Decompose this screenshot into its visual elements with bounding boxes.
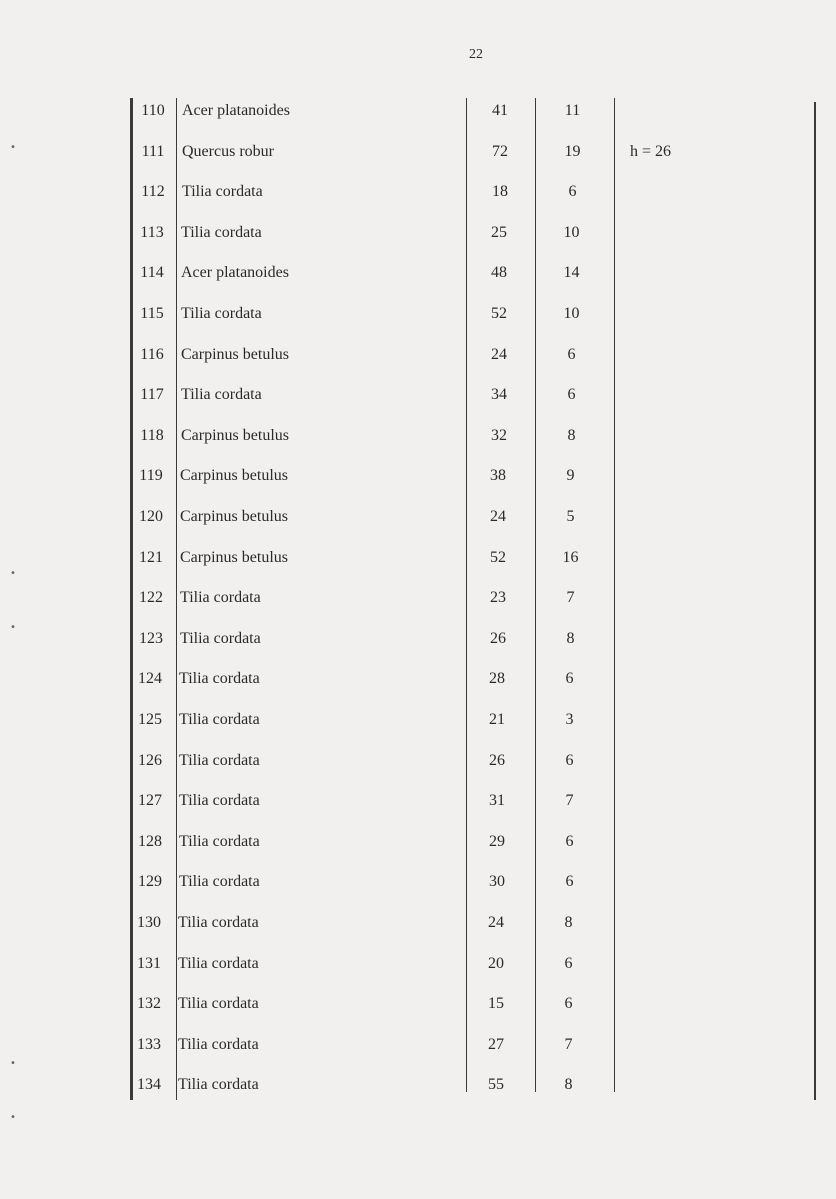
height-value: 9 <box>566 467 575 485</box>
diameter-value: 34 <box>491 386 507 404</box>
diameter-value: 38 <box>490 467 506 485</box>
species-name: Carpinus betulus <box>180 508 288 525</box>
species-name: Tilia cordata <box>179 792 260 810</box>
row-number: 113 <box>140 223 164 241</box>
species-name: Tilia cordata <box>179 832 260 850</box>
scan-mark: • <box>10 568 16 579</box>
height-value: 10 <box>563 305 580 322</box>
diameter-value: 30 <box>489 873 505 891</box>
table-row <box>128 455 818 495</box>
species-name: Tilia cordata <box>181 223 262 241</box>
row-number: 119 <box>139 467 163 485</box>
height-value: 7 <box>565 792 574 810</box>
table-row <box>127 821 817 861</box>
diameter-value: 28 <box>489 670 505 688</box>
note: h = 26 <box>630 142 672 160</box>
species-name: Tilia cordata <box>179 670 260 688</box>
row-number: 112 <box>141 183 165 201</box>
table-row <box>129 374 819 414</box>
row-number: 128 <box>138 832 162 850</box>
diameter-value: 25 <box>491 223 507 241</box>
row-number: 118 <box>140 426 164 444</box>
diameter-value: 27 <box>488 1035 504 1053</box>
species-name: Acer platanoides <box>182 102 290 119</box>
row-number: 134 <box>137 1076 161 1094</box>
diameter-value: 26 <box>490 629 506 647</box>
species-name: Tilia cordata <box>180 589 261 607</box>
diameter-value: 21 <box>489 711 505 728</box>
table-row <box>127 740 817 780</box>
table-row <box>127 699 817 739</box>
diameter-value: 52 <box>491 305 507 322</box>
tree-table <box>130 90 820 1100</box>
table-row <box>128 577 818 617</box>
scan-mark: • <box>10 142 16 153</box>
height-value: 14 <box>563 264 580 282</box>
height-value: 6 <box>567 386 576 404</box>
row-number: 117 <box>140 386 164 404</box>
table-row <box>126 1024 816 1064</box>
table-row <box>128 618 818 658</box>
table-row <box>130 90 820 130</box>
height-value: 19 <box>564 142 581 160</box>
row-number: 115 <box>140 305 164 322</box>
row-number: 124 <box>138 670 162 688</box>
diameter-value: 24 <box>490 508 506 525</box>
species-name: Carpinus betulus <box>180 467 288 485</box>
height-value: 8 <box>566 629 575 647</box>
row-number: 131 <box>137 954 161 972</box>
diameter-value: 26 <box>489 751 505 769</box>
species-name: Carpinus betulus <box>180 548 288 566</box>
species-name: Acer platanoides <box>181 264 289 282</box>
row-number: 111 <box>141 142 165 160</box>
height-value: 11 <box>564 102 581 119</box>
diameter-value: 72 <box>492 142 508 160</box>
page-number: 22 <box>469 47 483 62</box>
table-row <box>128 496 818 536</box>
diameter-value: 52 <box>490 548 506 566</box>
height-value: 8 <box>567 426 576 444</box>
table-row <box>129 415 819 455</box>
height-value: 6 <box>564 995 573 1013</box>
height-value: 6 <box>564 954 573 972</box>
table-row <box>129 252 819 292</box>
height-value: 6 <box>565 832 574 850</box>
species-name: Tilia cordata <box>181 386 262 404</box>
table-row <box>130 131 820 171</box>
height-value: 6 <box>567 345 576 363</box>
diameter-value: 48 <box>491 264 507 282</box>
diameter-value: 15 <box>488 995 504 1013</box>
row-number: 120 <box>139 508 163 525</box>
scan-mark: • <box>10 1058 16 1069</box>
species-name: Tilia cordata <box>178 995 259 1013</box>
species-name: Tilia cordata <box>178 1076 259 1094</box>
diameter-value: 29 <box>489 832 505 850</box>
row-number: 126 <box>138 751 162 769</box>
height-value: 16 <box>562 548 579 566</box>
row-number: 110 <box>141 102 165 119</box>
species-name: Carpinus betulus <box>181 345 289 363</box>
height-value: 8 <box>564 1076 573 1094</box>
species-name: Tilia cordata <box>179 751 260 769</box>
row-number: 122 <box>139 589 163 607</box>
table-row <box>127 861 817 901</box>
height-value: 7 <box>566 589 575 607</box>
diameter-value: 31 <box>489 792 505 810</box>
species-name: Tilia cordata <box>182 183 263 201</box>
row-number: 129 <box>138 873 162 891</box>
row-number: 123 <box>139 629 163 647</box>
species-name: Tilia cordata <box>179 711 260 728</box>
scan-mark: • <box>10 1112 16 1123</box>
row-number: 130 <box>137 914 161 931</box>
height-value: 6 <box>565 670 574 688</box>
species-name: Carpinus betulus <box>181 426 289 444</box>
table-row <box>127 658 817 698</box>
species-name: Tilia cordata <box>178 1035 259 1053</box>
height-value: 6 <box>565 873 574 891</box>
table-row <box>126 1064 816 1104</box>
row-number: 116 <box>140 345 164 363</box>
table-row <box>129 293 819 333</box>
table-row <box>130 171 820 211</box>
diameter-value: 24 <box>488 914 504 931</box>
height-value: 6 <box>568 183 577 201</box>
table-row <box>128 537 818 577</box>
diameter-value: 24 <box>491 345 507 363</box>
row-number: 121 <box>139 548 163 566</box>
row-number: 127 <box>138 792 162 810</box>
height-value: 7 <box>564 1035 573 1053</box>
species-name: Quercus robur <box>182 142 274 160</box>
row-number: 114 <box>140 264 164 282</box>
table-row <box>129 212 819 252</box>
species-name: Tilia cordata <box>179 873 260 891</box>
species-name: Tilia cordata <box>181 305 262 322</box>
row-number: 125 <box>138 711 162 728</box>
diameter-value: 18 <box>492 183 508 201</box>
diameter-value: 23 <box>490 589 506 607</box>
height-value: 10 <box>563 223 580 241</box>
scan-mark: • <box>10 622 16 633</box>
height-value: 6 <box>565 751 574 769</box>
table-row <box>129 334 819 374</box>
species-name: Tilia cordata <box>178 954 259 972</box>
row-number: 133 <box>137 1035 161 1053</box>
height-value: 8 <box>564 914 573 931</box>
species-name: Tilia cordata <box>178 914 259 931</box>
height-value: 3 <box>565 711 574 728</box>
diameter-value: 55 <box>488 1076 504 1094</box>
diameter-value: 41 <box>492 102 508 119</box>
diameter-value: 20 <box>488 954 504 972</box>
row-number: 132 <box>137 995 161 1013</box>
table-row <box>126 943 816 983</box>
diameter-value: 32 <box>491 426 507 444</box>
table-row <box>126 902 816 942</box>
table-row <box>127 780 817 820</box>
height-value: 5 <box>566 508 575 525</box>
table-row <box>126 983 816 1023</box>
species-name: Tilia cordata <box>180 629 261 647</box>
